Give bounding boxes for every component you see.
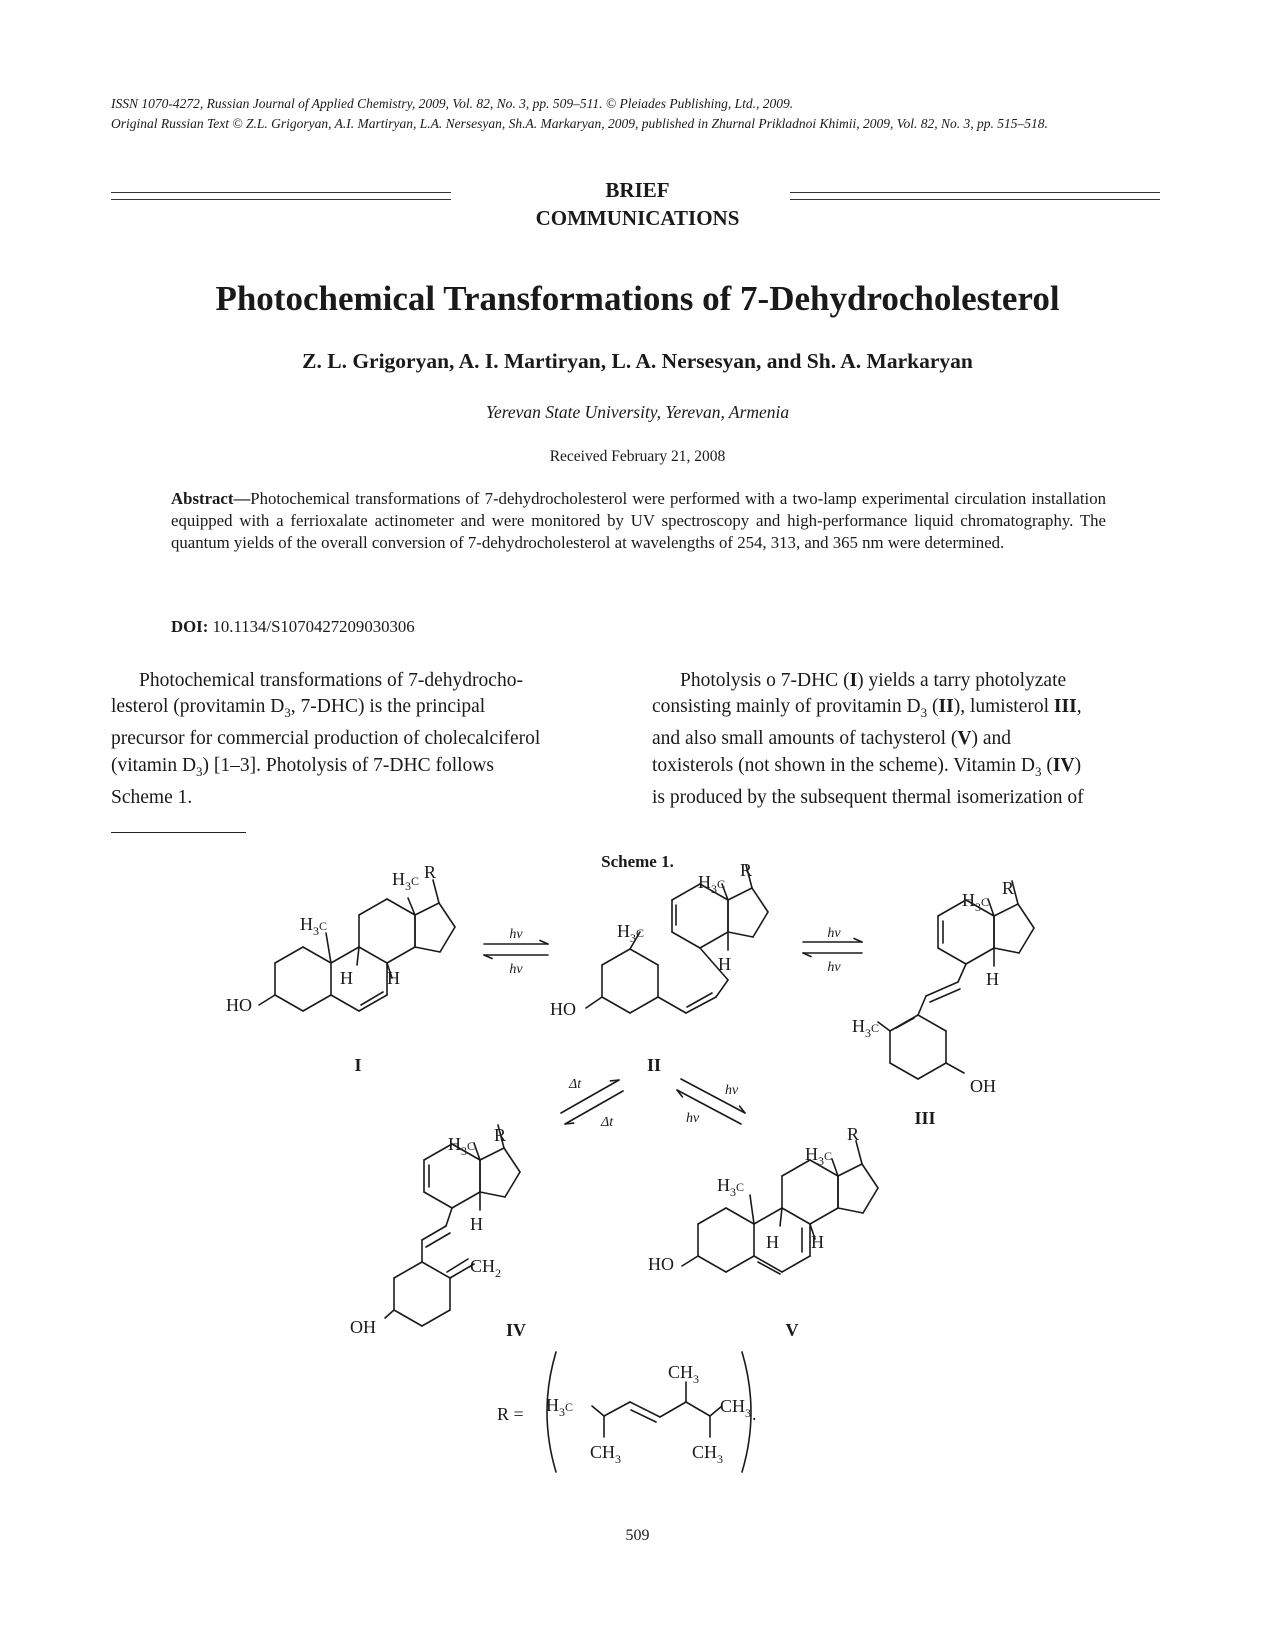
ring-a-V xyxy=(698,1208,726,1224)
ring-a-IV xyxy=(394,1310,422,1326)
page-number: 509 xyxy=(625,1527,650,1544)
ring-d-IV xyxy=(480,1192,505,1197)
h-bond-V xyxy=(780,1208,782,1226)
ring-a-II xyxy=(602,949,630,965)
double-bond-side-chain xyxy=(631,1410,656,1422)
ring-d-I xyxy=(440,927,455,952)
ring-a-I xyxy=(303,947,331,963)
ring-a-IV xyxy=(422,1310,450,1326)
ring-d-V xyxy=(838,1208,863,1213)
r-bond-I xyxy=(433,880,439,903)
ring-d-II xyxy=(752,888,768,912)
r-definition-label: R = xyxy=(497,1404,524,1424)
ch2-label: $CH_2$ xyxy=(470,1256,502,1280)
hv-label: hν xyxy=(509,927,523,942)
ring-d-I xyxy=(415,903,439,915)
body-right-line-1: Photolysis o 7-DHC (I) yields a tarry photolyzate xyxy=(680,670,1067,691)
received-date: Received February 21, 2008 xyxy=(549,448,726,465)
ring-d-V xyxy=(863,1188,878,1213)
h3c-label: $H_3^C$ xyxy=(617,921,645,945)
ring-d-III xyxy=(994,948,1019,953)
doi-label: DOI: xyxy=(171,617,209,636)
h3c-label: $H_3^C$ xyxy=(448,1134,476,1158)
methyl-I xyxy=(326,933,331,963)
h3c-label: $H_3^C$ xyxy=(300,914,328,938)
h3c-label: $H_3^C$ xyxy=(805,1144,833,1168)
hv-label: hν xyxy=(686,1111,700,1126)
ho-bond-I xyxy=(259,995,275,1005)
affiliation: Yerevan State University, Yerevan, Armenia xyxy=(485,402,790,422)
ho-label: HO xyxy=(648,1254,674,1274)
body-left-line-4: (vitamin $D_3$) [1–3]. Photolysis of 7-DHC follows xyxy=(111,754,494,779)
scheme-title: Scheme 1. xyxy=(601,852,674,871)
oh-label: OH xyxy=(970,1076,996,1096)
h3c-label: $H_3^C$ xyxy=(962,890,990,914)
ch3-label: $CH_3$ xyxy=(590,1442,622,1466)
ring-a-V xyxy=(698,1256,726,1272)
ring-d-II xyxy=(728,932,753,937)
ring-d-IV xyxy=(505,1172,520,1197)
delta-t-label: Δt xyxy=(569,1077,582,1092)
hv-label: hν xyxy=(827,960,841,975)
ring-b-I xyxy=(331,947,359,963)
ring-a-I xyxy=(275,995,303,1011)
h-label: H xyxy=(340,968,353,988)
body-right-line-3: and also small amounts of tachysterol (V) and xyxy=(652,728,1012,750)
side-chain-bond xyxy=(604,1402,630,1416)
ring-d-I xyxy=(415,947,440,952)
methyl-V xyxy=(750,1195,754,1224)
side-chain-bond xyxy=(592,1406,604,1416)
article-title: Photochemical Transformations of 7-Dehydrocholesterol xyxy=(215,279,1060,318)
ring-a-II xyxy=(630,997,658,1013)
body-left-line-3: precursor for commercial production of cholecalciferol xyxy=(111,728,541,750)
section-heading-line-1: BRIEF xyxy=(605,178,670,202)
hv-label: hν xyxy=(827,926,841,941)
ho-label: HO xyxy=(550,999,576,1019)
r-label: R xyxy=(847,1124,860,1144)
ring-c-II xyxy=(672,932,700,948)
ring-a-I xyxy=(303,995,331,1011)
side-chain-bond xyxy=(686,1402,710,1416)
body-right-line-4: toxisterols (not shown in the scheme). Vitamin $D_3$ (IV) xyxy=(652,754,1082,779)
compound-label-III: III xyxy=(914,1108,936,1128)
ho-bond-V xyxy=(682,1256,698,1266)
ring-a-III xyxy=(890,1063,918,1079)
ring-a-V xyxy=(726,1208,754,1224)
ring-c-I xyxy=(387,899,415,915)
chain-II xyxy=(716,980,728,997)
abstract-label: Abstract— xyxy=(171,489,251,508)
delta-t-label: Δt xyxy=(601,1115,614,1130)
body-left-line-1: Photochemical transformations of 7-dehydrocho- xyxy=(139,670,523,691)
ring-c-I xyxy=(359,899,387,915)
body-left-line-2: lesterol (provitamin $D_3$, 7-DHC) is the principal xyxy=(111,696,486,721)
arrow-IV-II xyxy=(610,1080,619,1081)
chain-III xyxy=(918,996,926,1015)
compound-label-V: V xyxy=(785,1320,799,1340)
ring-c-IV xyxy=(452,1192,480,1208)
r-label: R xyxy=(740,860,753,880)
side-chain-bond xyxy=(630,1402,660,1417)
h-label: H xyxy=(470,1214,483,1234)
body-right-line-5: is produced by the subsequent thermal isomerization of xyxy=(652,786,1084,808)
double-bond-III xyxy=(896,1018,914,1028)
h3c-label: $H_3^C$ xyxy=(698,872,726,896)
period: . xyxy=(752,1404,757,1424)
r-label: R xyxy=(1002,878,1015,898)
ring-c-III xyxy=(966,948,994,964)
ring-a-IV xyxy=(394,1262,422,1278)
article-authors: Z. L. Grigoryan, A. I. Martiryan, L. A. Nersesyan, and Sh. A. Markaryan xyxy=(302,349,973,373)
h3c-label: $H_3^C$ xyxy=(392,869,420,893)
h3c-label: $H_3^C$ xyxy=(852,1016,880,1040)
ring-c-V xyxy=(810,1208,838,1224)
chain-IV xyxy=(446,1208,452,1226)
chain-II xyxy=(658,997,686,1013)
r-label: R xyxy=(424,862,437,882)
scheme-bonds xyxy=(259,865,1034,1472)
abstract-text: Photochemical transformations of 7-dehydrocholesterol were performed with a two-lamp experimental circulation installation equipped with a ferrioxalate actinometer and were monitored by UV spectroscopy and high-performance liquid chromatography. The quantum yields of the overall conversion of 7-dehydrocholesterol at wavelengths of 254, 313, and 365 nm were determined. xyxy=(171,489,1106,552)
h-bond-I xyxy=(357,947,359,965)
chain-III xyxy=(926,982,958,996)
ring-d-IV xyxy=(504,1148,520,1172)
ring-b-V xyxy=(754,1256,782,1272)
h-label: H xyxy=(387,968,400,988)
ring-a-IV xyxy=(422,1262,450,1278)
ring-a-II xyxy=(602,997,630,1013)
ring-b-V xyxy=(782,1208,810,1224)
chain-III xyxy=(958,964,966,982)
body-right-line-2: consisting mainly of provitamin $D_3$ (II), lumisterol III, xyxy=(652,696,1082,721)
ring-d-III xyxy=(1018,904,1034,928)
ring-c-II xyxy=(672,884,700,900)
oh-label: OH xyxy=(350,1317,376,1337)
oh-bond-III xyxy=(946,1063,964,1073)
scheme-labels xyxy=(226,860,1014,1466)
ring-a-I xyxy=(275,947,303,963)
ring-c-II xyxy=(700,932,728,948)
ring-d-II xyxy=(753,912,768,937)
compound-label-IV: IV xyxy=(505,1320,527,1340)
ring-b-V xyxy=(754,1208,782,1224)
ch3-label: $CH_3$ xyxy=(668,1362,700,1386)
h3c-label: $H_3^C$ xyxy=(717,1175,745,1199)
header-line-1: ISSN 1070-4272, Russian Journal of Applied Chemistry, 2009, Vol. 82, No. 3, pp. 509–511. © Pleiades Publishing, Ltd., 2009. xyxy=(111,96,794,111)
ring-d-V xyxy=(862,1164,878,1188)
compound-label-II: II xyxy=(646,1055,662,1075)
arrow-II-IV xyxy=(565,1091,623,1124)
double-bond-III xyxy=(930,989,960,1002)
body-left-line-5: Scheme 1. xyxy=(111,786,193,808)
arrow-II-IV xyxy=(565,1123,574,1124)
ch3-label: $CH_3$ xyxy=(692,1442,724,1466)
ring-a-II xyxy=(630,949,658,965)
ring-d-I xyxy=(439,903,455,927)
section-heading-line-2: COMMUNICATIONS xyxy=(535,206,740,230)
h-label: H xyxy=(718,954,731,974)
ring-d-V xyxy=(838,1164,862,1176)
h-label: H xyxy=(766,1232,779,1252)
ring-b-V xyxy=(782,1256,810,1272)
ring-b-I xyxy=(359,947,387,963)
ring-a-III xyxy=(918,1063,946,1079)
ring-d-II xyxy=(728,888,752,900)
ring-c-IV xyxy=(424,1192,452,1208)
ring-a-V xyxy=(726,1256,754,1272)
ho-bond-II xyxy=(586,997,602,1008)
h-label: H xyxy=(986,969,999,989)
oh-bond-IV xyxy=(385,1310,394,1318)
ring-d-III xyxy=(1019,928,1034,953)
ring-b-I xyxy=(331,995,359,1011)
header-line-2: Original Russian Text © Z.L. Grigoryan, A.I. Martiryan, L.A. Nersesyan, Sh.A. Markaryan, 2009, published in Zhurnal Prikladnoi Khimii, 2009, Vol. 82, No. 3, pp. 515–518. xyxy=(111,116,1048,131)
side-chain-bond xyxy=(660,1402,686,1417)
compound-label-I: I xyxy=(354,1055,362,1075)
methyl-III xyxy=(878,1022,890,1031)
r-bond-V xyxy=(856,1141,862,1164)
ch3-label: $CH_3$ xyxy=(720,1396,752,1420)
ring-d-IV xyxy=(480,1148,504,1160)
ho-label: HO xyxy=(226,995,252,1015)
ring-c-I xyxy=(387,947,415,963)
ring-d-III xyxy=(994,904,1018,916)
r-label: R xyxy=(494,1125,507,1145)
hv-label: hν xyxy=(509,962,523,977)
ring-a-III xyxy=(918,1015,946,1031)
h-label: H xyxy=(811,1232,824,1252)
h3c-label: $H_3^C$ xyxy=(546,1395,574,1419)
ring-c-III xyxy=(938,948,966,964)
hv-label: hν xyxy=(725,1083,739,1098)
doi-value: 10.1134/S1070427209030306 xyxy=(212,617,415,636)
